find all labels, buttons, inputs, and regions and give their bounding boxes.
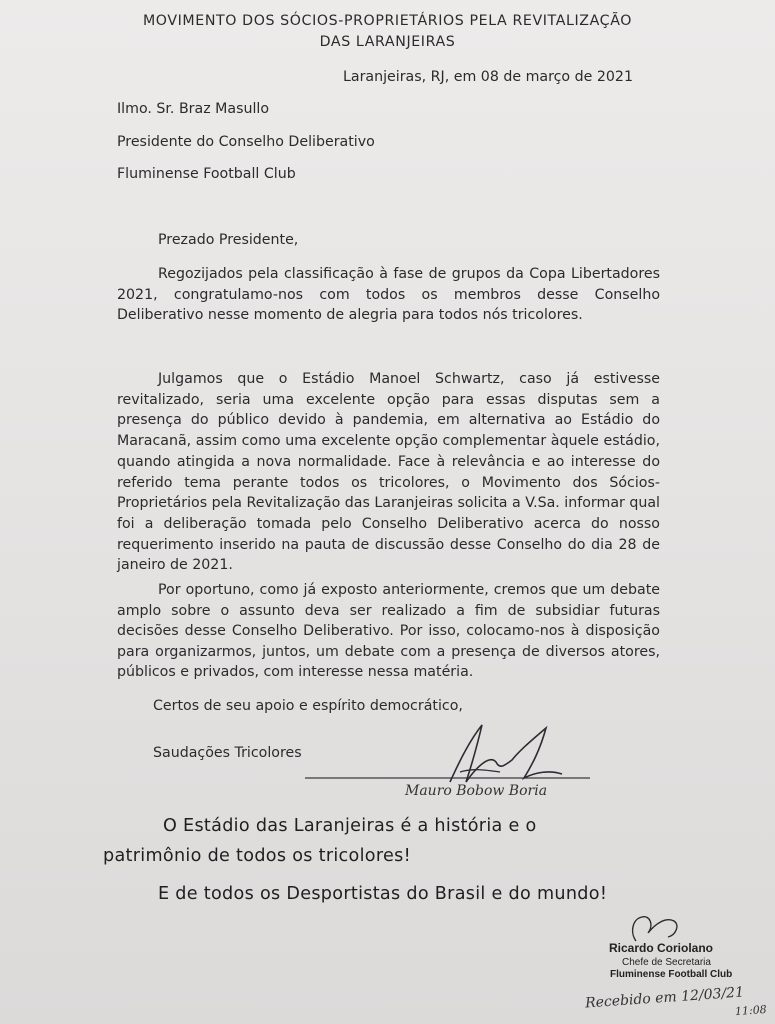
paragraph-3: Por oportuno, como já exposto anteriormente, cremos que um debate amplo sobre o assunto deva ser realizado a fim de subsidiar futuras decisões desse Conselho Deliberativo. Por isso, colocamo-nos à disposição para organizarmos, juntos, um debate com a presença de diversos atores, públicos e privados, com interesse nessa matéria. (117, 582, 660, 681)
slogan-line-3: E de todos os Desportistas do Brasil e do mundo! (158, 884, 608, 904)
date-line: Laranjeiras, RJ, em 08 de março de 2021 (343, 69, 633, 85)
recipient-club: Fluminense Football Club (117, 166, 296, 182)
slogan-line-1: O Estádio das Laranjeiras é a história e o (163, 816, 537, 836)
letterhead-line-1: MOVIMENTO DOS SÓCIOS-PROPRIETÁRIOS PELA REVITALIZAÇÃO (142, 13, 633, 29)
letterhead-line-2: DAS LARANJEIRAS (319, 34, 456, 50)
paragraph-1: Regozijados pela classificação à fase de grupos da Copa Libertadores 2021, congratulamo-nos com todos os membros desse Conselho Deliberativo nesse momento de alegria para todos nós tricolores. (117, 266, 660, 324)
signature-name: Mauro Bobow Boria (405, 783, 548, 799)
greeting-closing: Saudações Tricolores (153, 745, 302, 761)
slogan-line-2: patrimônio de todos os tricolores! (103, 846, 411, 866)
received-note: Recebido em 12/03/21 (584, 984, 745, 1012)
stamp-title: Chefe de Secretaria (622, 957, 711, 968)
recipient-name: Ilmo. Sr. Braz Masullo (117, 101, 270, 117)
closing-line: Certos de seu apoio e espírito democrático, (153, 698, 463, 714)
stamp-name: Ricardo Coriolano (609, 941, 714, 955)
received-time: 11:08 (734, 1002, 768, 1019)
paragraph-2: Julgamos que o Estádio Manoel Schwartz, caso já estivesse revitalizado, seria uma excelente opção para essas disputas sem a presença do público devido à pandemia, em alternativa ao Estádio do Maracanã, assim como uma excelente opção complementar àquele estádio, quando atingida a nova normalidade. Face à relevância e ao interesse do referido tema perante todos os tricolores, o Movimento dos Sócios-Proprietários pela Revitalização das Laranjeiras solicita a V.Sa. informar qual foi a deliberação tomada pelo Conselho Deliberativo acerca do nosso requerimento inserido na pauta de discussão desse Conselho do dia 28 de janeiro de 2021. (117, 371, 660, 574)
salutation: Prezado Presidente, (158, 232, 299, 248)
recipient-role: Presidente do Conselho Deliberativo (117, 134, 375, 150)
stamp-club: Fluminense Football Club (610, 969, 733, 980)
